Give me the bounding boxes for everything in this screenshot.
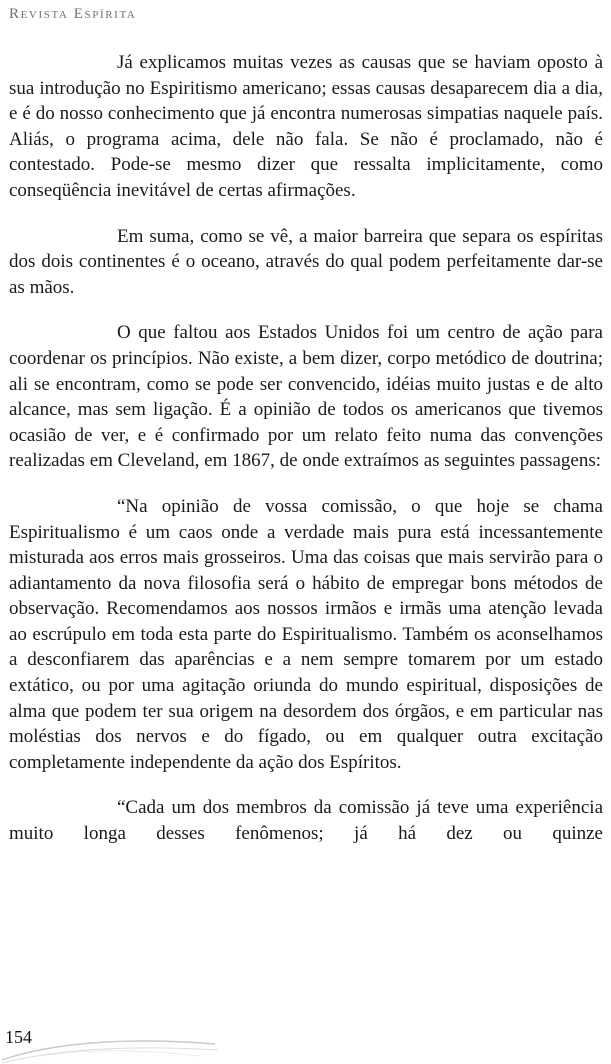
running-header: Revista Espírita	[9, 6, 137, 22]
footer-swoosh-ornament	[0, 1020, 220, 1064]
paragraph-4: “Na opinião de vossa comissão, o que hoje se chama Espiritualismo é um caos onde a verdade mais pura está incessantemente misturada aos erros mais grosseiros. Uma das coisas que mais servirão para o adiantamento da nova filosofia será o hábito de empregar bons métodos de observação. Recomendamos aos nossos irmãos e irmãs uma atenção levada ao escrúpulo em toda esta parte do Espiritualismo. Também os aconselhamos a desconfiarem das aparências e a nem sempre tomarem por um estado extático, ou por uma agitação oriunda do mundo espiritual, disposições de alma que podem ter sua origem na desordem dos órgãos, e em particular nas moléstias dos nervos e do fígado, ou em qualquer outra excitação completamente independente da ação dos Espíritos.	[9, 495, 603, 773]
paragraph-5: “Cada um dos membros da comissão já teve uma experiência muito longa desses fenômenos; já há dez ou quinze	[9, 797, 603, 845]
paragraph-2: Em suma, como se vê, a maior barreira que separa os espíritas dos dois continentes é o oceano, através do qual podem perfeitamente dar-se as mãos.	[9, 225, 603, 298]
paragraph-3: O que faltou aos Estados Unidos foi um centro de ação para coordenar os princípios. Não existe, a bem dizer, corpo metódico de doutrina; ali se encontram, como se pode ser convencido, idéias muito justas e de alto alcance, mas sem ligação. É a opinião de todos os americanos que tivemos ocasião de ver, e é confirmado por um relato feito numa das convenções realizadas em Cleveland, em 1867, de onde extraímos as seguintes passagens:	[9, 322, 603, 472]
page-number: 154	[5, 1027, 32, 1047]
page-body	[9, 50, 603, 847]
paragraph-1: Já explicamos muitas vezes as causas que se haviam oposto à sua introdução no Espiritismo americano; essas causas desaparecem dia a dia, e é do nosso conhecimento que já encontra numerosas simpatias naquele país. Aliás, o programa acima, dele não fala. Se não é proclamado, não é contestado. Pode-se mesmo dizer que ressalta implicitamente, como conseqüência inevitável de certas afirmações.	[9, 52, 603, 201]
